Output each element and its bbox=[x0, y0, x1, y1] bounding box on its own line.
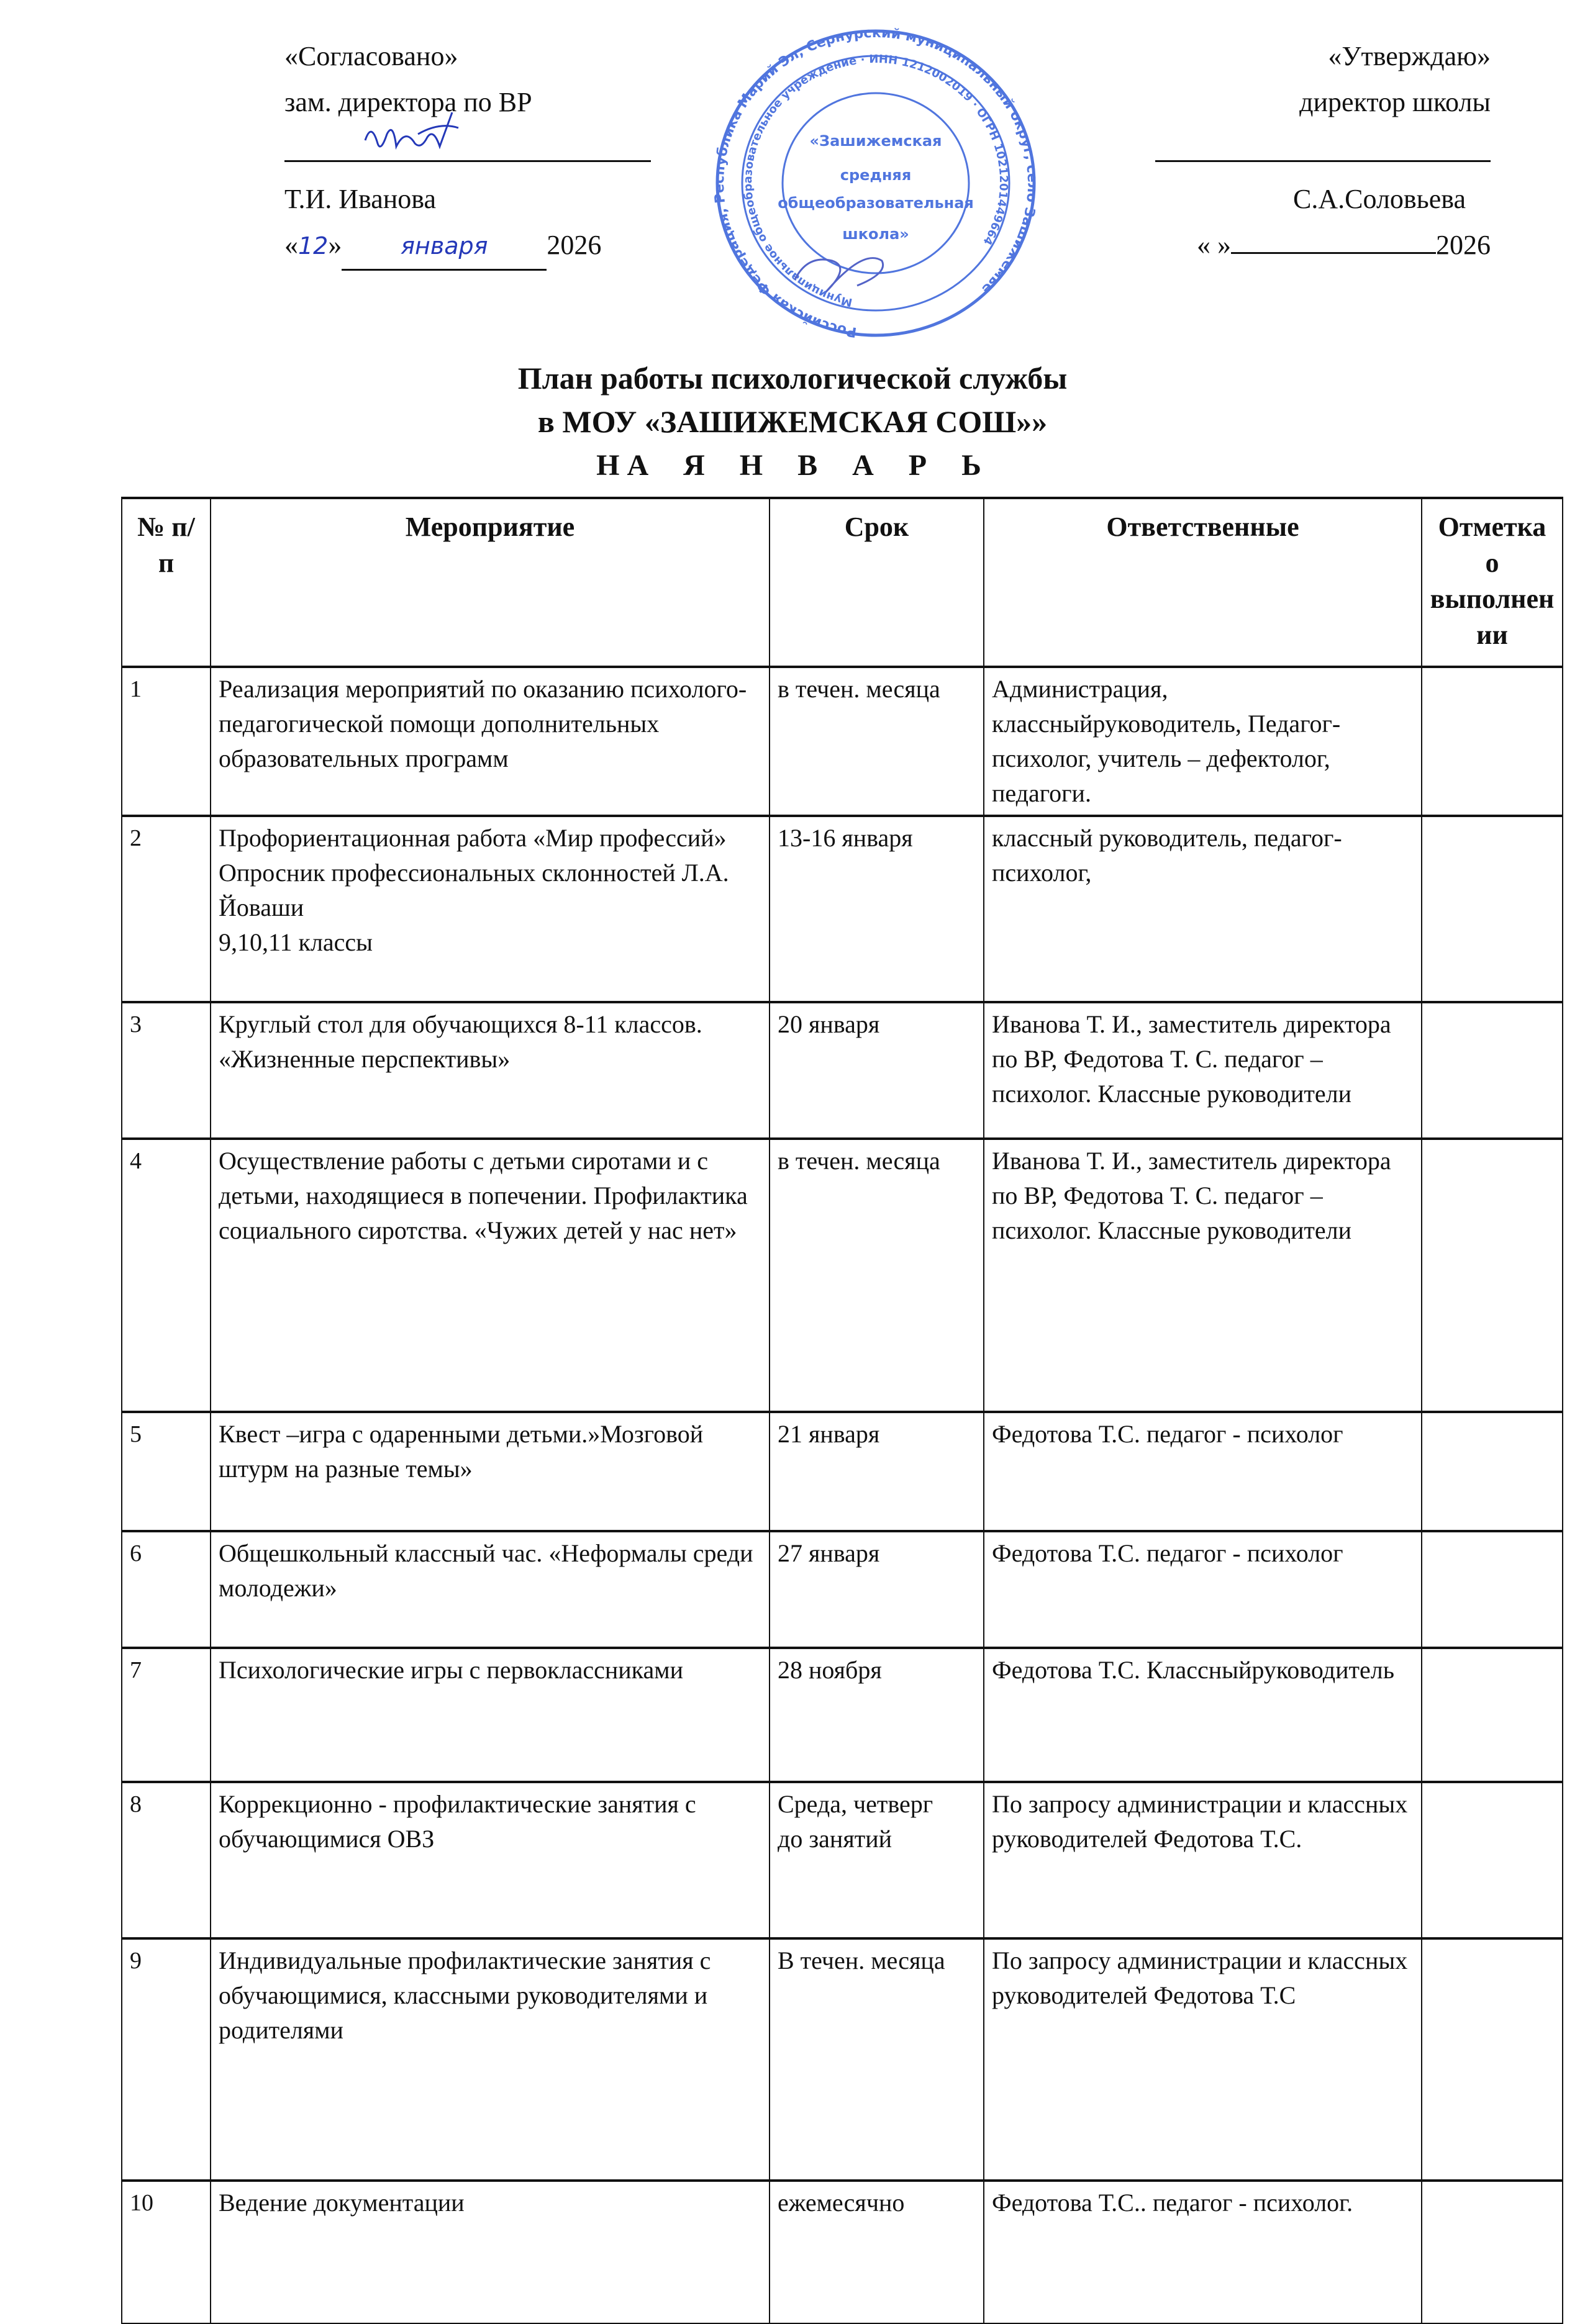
cell-num: 7 bbox=[122, 1648, 211, 1782]
cell-num: 1 bbox=[122, 667, 211, 816]
agreed-heading: «Согласовано» bbox=[284, 41, 458, 71]
agreed-date-day: 12 bbox=[298, 232, 329, 260]
header-responsible: Ответственные bbox=[984, 498, 1422, 667]
agreed-signature bbox=[359, 109, 483, 159]
cell-mark bbox=[1422, 1531, 1563, 1648]
cell-event: Ведение документации bbox=[211, 2181, 770, 2323]
table-body bbox=[122, 667, 1563, 2323]
cell-mark bbox=[1422, 667, 1563, 816]
cell-event: Профориентационная работа «Мир профессий» Опросник профессиональных склонностей Л.А. Йоваши 9,10,11 классы bbox=[211, 816, 770, 1002]
table-row bbox=[122, 1531, 1563, 1648]
cell-event: Психологические игры с первоклассниками bbox=[211, 1648, 770, 1782]
cell-responsible: Федотова Т.С.. педагог - психолог. bbox=[984, 2181, 1422, 2323]
approve-name: С.А.Соловьева bbox=[1293, 184, 1466, 214]
cell-event: Круглый стол для обучающихся 8-11 классов. «Жизненные перспективы» bbox=[211, 1002, 770, 1139]
cell-num: 4 bbox=[122, 1139, 211, 1412]
document-title: План работы психологической службы bbox=[517, 361, 1068, 396]
cell-date: 27 января bbox=[770, 1531, 984, 1648]
cell-num: 9 bbox=[122, 1938, 211, 2181]
cell-mark bbox=[1422, 1648, 1563, 1782]
cell-mark bbox=[1422, 816, 1563, 1002]
cell-event: Реализация мероприятий по оказанию психолого- педагогической помощи дополнительных образовательных программ bbox=[211, 667, 770, 816]
table-row bbox=[122, 1782, 1563, 1938]
cell-responsible: Федотова Т.С. педагог - психолог bbox=[984, 1412, 1422, 1531]
table-row bbox=[122, 2181, 1563, 2323]
cell-responsible: классный руководитель, педагог- психолог, bbox=[984, 816, 1422, 1002]
table-row bbox=[122, 1412, 1563, 1531]
table-row bbox=[122, 1938, 1563, 2181]
cell-date: в течен. месяца bbox=[770, 667, 984, 816]
cell-responsible: Администрация, классныйруководитель, Педагог- психолог, учитель – дефектолог, педагоги. bbox=[984, 667, 1422, 816]
approve-position: директор школы bbox=[1299, 87, 1491, 117]
cell-date: 28 ноября bbox=[770, 1648, 984, 1782]
document-subtitle-month: НА Я Н В А Р Ь bbox=[596, 449, 989, 482]
cell-num: 5 bbox=[122, 1412, 211, 1531]
table-row bbox=[122, 1139, 1563, 1412]
cell-responsible: Иванова Т. И., заместитель директора по ВР, Федотова Т. С. педагог – психолог. Классные руководители bbox=[984, 1002, 1422, 1139]
agreed-date: «12» января 2026 bbox=[284, 222, 657, 271]
svg-text:«Зашижемская: «Зашижемская bbox=[809, 132, 942, 150]
approve-signature-line bbox=[1155, 125, 1491, 162]
cell-date: 13-16 января bbox=[770, 816, 984, 1002]
school-seal-stamp bbox=[702, 19, 1050, 341]
cell-date: в течен. месяца bbox=[770, 1139, 984, 1412]
cell-date: 20 января bbox=[770, 1002, 984, 1139]
cell-responsible: По запросу администрации и классных руководителей Федотова Т.С. bbox=[984, 1782, 1422, 1938]
cell-mark bbox=[1422, 1139, 1563, 1412]
agreed-date-month: января bbox=[401, 232, 488, 260]
cell-event: Осуществление работы с детьми сиротами и с детьми, находящиеся в попечении. Профилактика социального сиротства. «Чужих детей у нас нет» bbox=[211, 1139, 770, 1412]
cell-event: Индивидуальные профилактические занятия с обучающимися, классными руководителями и родителями bbox=[211, 1938, 770, 2181]
cell-date: Среда, четверг до занятий bbox=[770, 1782, 984, 1938]
table-row bbox=[122, 1648, 1563, 1782]
table-row bbox=[122, 667, 1563, 816]
table-row bbox=[122, 1002, 1563, 1139]
cell-date: В течен. месяца bbox=[770, 1938, 984, 2181]
cell-num: 10 bbox=[122, 2181, 211, 2323]
svg-text:общеобразовательная: общеобразовательная bbox=[778, 194, 974, 212]
cell-mark bbox=[1422, 1002, 1563, 1139]
header-num: № п/п bbox=[122, 498, 211, 667]
header-mark: Отметка о выполнении bbox=[1422, 498, 1563, 667]
header-event: Мероприятие bbox=[211, 498, 770, 667]
cell-mark bbox=[1422, 1938, 1563, 2181]
cell-num: 2 bbox=[122, 816, 211, 1002]
cell-date: ежемесячно bbox=[770, 2181, 984, 2323]
cell-responsible: По запросу администрации и классных руководителей Федотова Т.С bbox=[984, 1938, 1422, 2181]
approve-date-year: 2026 bbox=[1436, 230, 1491, 260]
document-subtitle-school: в МОУ «ЗАШИЖЕМСКАЯ СОШ»» bbox=[537, 404, 1048, 439]
plan-table bbox=[121, 497, 1563, 2324]
cell-event: Коррекционно - профилактические занятия с обучающимися ОВЗ bbox=[211, 1782, 770, 1938]
table-header-row bbox=[122, 498, 1563, 667]
agreed-block bbox=[284, 34, 657, 271]
table-row bbox=[122, 816, 1563, 1002]
cell-event: Квест –игра с одаренными детьми.»Мозговой штурм на разные темы» bbox=[211, 1412, 770, 1531]
cell-mark bbox=[1422, 1782, 1563, 1938]
svg-text:средняя: средняя bbox=[840, 166, 912, 184]
svg-text:Муниципальное общеобразователь: Муниципальное общеобразовательное учреждение · ИНН 1212002019 · ОГРН 1021201449664 bbox=[741, 52, 1010, 309]
approve-heading: «Утверждаю» bbox=[1328, 41, 1491, 71]
approve-date: « » 2026 bbox=[1197, 230, 1491, 260]
cell-num: 6 bbox=[122, 1531, 211, 1648]
agreed-name: Т.И. Иванова bbox=[284, 184, 437, 214]
svg-text:школа»: школа» bbox=[842, 225, 909, 243]
agreed-signature-line bbox=[284, 125, 651, 162]
cell-event: Общешкольный классный час. «Неформалы среди молодежи» bbox=[211, 1531, 770, 1648]
cell-date: 21 января bbox=[770, 1412, 984, 1531]
approve-block bbox=[1093, 34, 1491, 268]
cell-mark bbox=[1422, 2181, 1563, 2323]
cell-responsible: Федотова Т.С. педагог - психолог bbox=[984, 1531, 1422, 1648]
svg-text:Российская Федерация, Республи: Российская Федерация, Республика Марий Эл, Сернурский муниципальный округ, село Зашижемье bbox=[711, 25, 1040, 340]
header-date: Срок bbox=[770, 498, 984, 667]
cell-num: 3 bbox=[122, 1002, 211, 1139]
cell-responsible: Федотова Т.С. Классныйруководитель bbox=[984, 1648, 1422, 1782]
cell-responsible: Иванова Т. И., заместитель директора по ВР, Федотова Т. С. педагог – психолог. Классные руководители bbox=[984, 1139, 1422, 1412]
agreed-position: зам. директора по ВР bbox=[284, 87, 532, 117]
cell-mark bbox=[1422, 1412, 1563, 1531]
cell-num: 8 bbox=[122, 1782, 211, 1938]
agreed-date-year: 2026 bbox=[547, 230, 602, 260]
